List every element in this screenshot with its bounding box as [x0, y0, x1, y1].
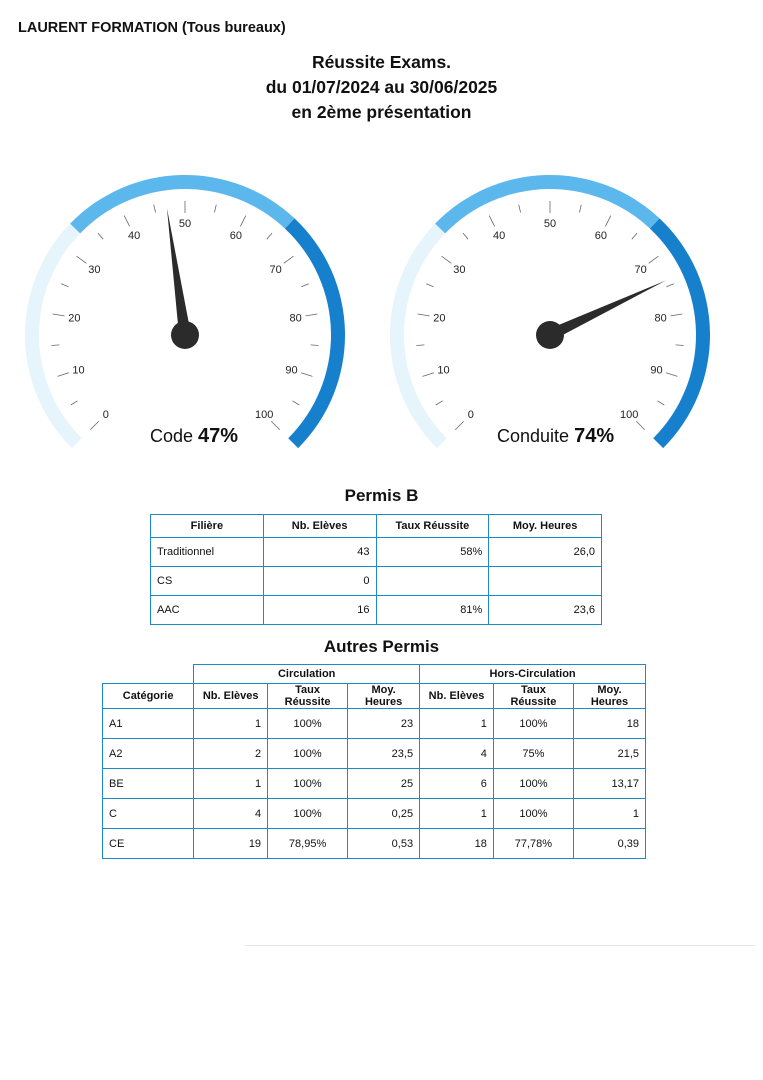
cell-hors-nb-eleves: 18: [420, 829, 494, 859]
cell-hors-taux: 100%: [493, 709, 573, 739]
cell-circ-nb-eleves: 1: [194, 709, 268, 739]
gauge-tick-label: 50: [178, 218, 192, 230]
gauge-tick: [605, 216, 610, 227]
gauge-tick-label: 30: [88, 264, 101, 277]
gauge-tick: [418, 314, 430, 316]
cell-hors-heures: 21,5: [573, 739, 645, 769]
gauge-code-label: Code: [150, 426, 194, 446]
cell-heures: 23,6: [489, 596, 602, 625]
gauge-tick: [423, 373, 434, 377]
gauge-tick: [489, 216, 494, 227]
gauge-tick-label: 40: [493, 230, 506, 243]
gauge-conduite-svg: [385, 170, 715, 420]
gauge-tick-label: 60: [229, 230, 242, 243]
gauge-tick: [311, 345, 319, 346]
cell-circ-heures: 23,5: [348, 739, 420, 769]
cell-circ-taux: 100%: [268, 739, 348, 769]
header-filiere: Filière: [151, 515, 264, 538]
cell-hors-nb-eleves: 1: [420, 709, 494, 739]
report-title: Réussite Exams.: [311, 52, 452, 72]
group-header-hors-circulation: Hors-Circulation: [420, 665, 646, 684]
gauge-tick-label: 30: [453, 264, 466, 277]
header-taux-reussite: Taux Réussite: [268, 684, 348, 709]
gauge-tick: [426, 284, 433, 287]
permis-b-title: Permis B: [344, 486, 419, 505]
gauge-conduite: [385, 170, 715, 420]
header-categorie: Catégorie: [103, 684, 194, 709]
gauge-tick-label: 70: [269, 264, 282, 277]
gauge-tick: [579, 205, 581, 213]
cell-circ-nb-eleves: 4: [194, 799, 268, 829]
gauge-conduite-caption: [497, 425, 614, 448]
gauge-tick-label: 0: [467, 409, 474, 422]
gauge-code-value: 47%: [198, 425, 239, 447]
table-row: [103, 829, 646, 859]
gauge-tick: [670, 314, 682, 316]
gauge-band-high: [650, 218, 710, 448]
gauge-tick: [666, 284, 673, 287]
cell-circ-nb-eleves: 19: [194, 829, 268, 859]
gauge-tick-label: 50: [543, 218, 557, 230]
cell-circ-nb-eleves: 2: [194, 739, 268, 769]
gauge-tick: [267, 233, 272, 239]
header-nb-eleves: Nb. Elèves: [263, 515, 376, 538]
gauge-tick-label: 90: [650, 364, 663, 377]
gauge-tick: [436, 401, 443, 405]
cell-circ-taux: 100%: [268, 769, 348, 799]
cell-hors-taux: 100%: [493, 769, 573, 799]
gauge-tick-label: 70: [634, 264, 647, 277]
gauge-band-low: [390, 224, 450, 448]
gauge-tick: [284, 256, 294, 263]
gauge-tick: [61, 284, 68, 287]
table-row: [151, 567, 602, 596]
gauge-tick: [53, 314, 65, 316]
gauge-tick: [271, 421, 279, 429]
report-subtitle: en 2ème présentation: [291, 102, 472, 122]
gauge-tick: [649, 256, 659, 263]
cell-hors-heures: 13,17: [573, 769, 645, 799]
header-taux-reussite: Taux Réussite: [493, 684, 573, 709]
cell-circ-heures: 23: [348, 709, 420, 739]
gauge-tick: [77, 256, 87, 263]
gauge-conduite-label: Conduite: [497, 426, 570, 446]
gauge-tick-label: 0: [102, 409, 109, 422]
page-divider: [245, 945, 755, 946]
cell-hors-nb-eleves: 1: [420, 799, 494, 829]
gauge-tick-label: 90: [285, 364, 298, 377]
header-nb-eleves: Nb. Elèves: [194, 684, 268, 709]
permis-b-header-row: [151, 515, 602, 538]
gauge-needle: [547, 281, 665, 341]
cell-hors-nb-eleves: 4: [420, 739, 494, 769]
cell-circ-taux: 100%: [268, 799, 348, 829]
cell-heures: [489, 567, 602, 596]
gauge-tick-label: 80: [289, 312, 302, 325]
cell-categorie: BE: [103, 769, 194, 799]
cell-hors-taux: 75%: [493, 739, 573, 769]
header-taux-reussite: Taux Réussite: [376, 515, 489, 538]
gauge-tick: [124, 216, 129, 227]
gauge-hub: [171, 321, 199, 349]
gauge-tick: [98, 233, 103, 239]
gauge-tick: [632, 233, 637, 239]
gauge-tick-label: 10: [72, 364, 85, 377]
organization-name: LAURENT FORMATION (Tous bureaux): [18, 20, 286, 36]
autres-permis-table: [102, 664, 646, 859]
cell-taux: [376, 567, 489, 596]
cell-hors-heures: 18: [573, 709, 645, 739]
gauge-tick-label: 60: [594, 230, 607, 243]
cell-categorie: C: [103, 799, 194, 829]
table-row: [103, 799, 646, 829]
cell-filiere: CS: [151, 567, 264, 596]
gauge-code-caption: [150, 425, 238, 448]
cell-taux: 58%: [376, 538, 489, 567]
cell-hors-taux: 77,78%: [493, 829, 573, 859]
cell-hors-heures: 0,39: [573, 829, 645, 859]
cell-nb-eleves: 43: [263, 538, 376, 567]
gauge-band-low: [25, 224, 85, 448]
cell-filiere: AAC: [151, 596, 264, 625]
gauge-tick-label: 40: [128, 230, 141, 243]
gauge-tick: [463, 233, 468, 239]
cell-circ-taux: 78,95%: [268, 829, 348, 859]
gauge-tick: [301, 373, 312, 377]
cell-hors-taux: 100%: [493, 799, 573, 829]
cell-circ-heures: 0,25: [348, 799, 420, 829]
header-moy-heures: Moy. Heures: [489, 515, 602, 538]
gauge-code: [20, 170, 350, 420]
gauge-tick: [636, 421, 644, 429]
autres-permis-body: [103, 709, 646, 859]
gauge-code-svg: [20, 170, 350, 420]
gauge-tick: [292, 401, 299, 405]
cell-circ-nb-eleves: 1: [194, 769, 268, 799]
permis-b-table: [150, 514, 602, 625]
cell-filiere: Traditionnel: [151, 538, 264, 567]
group-header-circulation: Circulation: [194, 665, 420, 684]
gauge-tick: [71, 401, 78, 405]
gauge-tick: [240, 216, 245, 227]
table-row: [103, 769, 646, 799]
cell-circ-taux: 100%: [268, 709, 348, 739]
cell-hors-nb-eleves: 6: [420, 769, 494, 799]
gauge-tick-label: 100: [620, 409, 639, 422]
gauge-hub: [536, 321, 564, 349]
table-row: [103, 739, 646, 769]
gauge-tick: [519, 205, 521, 213]
gauge-tick: [416, 345, 424, 346]
gauge-tick: [58, 373, 69, 377]
cell-nb-eleves: 0: [263, 567, 376, 596]
gauge-tick: [657, 401, 664, 405]
cell-taux: 81%: [376, 596, 489, 625]
gauge-tick: [51, 345, 59, 346]
cell-hors-heures: 1: [573, 799, 645, 829]
autres-permis-title: Autres Permis: [323, 637, 440, 656]
autres-permis-header-row: [103, 684, 646, 709]
header-moy-heures: Moy. Heures: [573, 684, 645, 709]
autres-permis-group-row: [103, 665, 646, 684]
gauge-tick: [666, 373, 677, 377]
gauge-tick: [455, 421, 463, 429]
cell-circ-heures: 0,53: [348, 829, 420, 859]
gauge-tick: [676, 345, 684, 346]
table-row: [151, 538, 602, 567]
report-period: du 01/07/2024 au 30/06/2025: [265, 77, 498, 97]
gauge-tick: [90, 421, 98, 429]
cell-categorie: A2: [103, 739, 194, 769]
gauge-tick: [442, 256, 452, 263]
table-row: [103, 709, 646, 739]
gauge-tick-label: 100: [255, 409, 274, 422]
cell-circ-heures: 25: [348, 769, 420, 799]
gauge-conduite-value: 74%: [574, 425, 615, 447]
gauge-tick: [305, 314, 317, 316]
gauge-tick-label: 10: [437, 364, 450, 377]
gauge-tick: [154, 205, 156, 213]
gauge-tick: [214, 205, 216, 213]
gauge-band-high: [285, 218, 345, 448]
cell-heures: 26,0: [489, 538, 602, 567]
cell-categorie: A1: [103, 709, 194, 739]
header-nb-eleves: Nb. Elèves: [420, 684, 494, 709]
header-moy-heures: Moy. Heures: [348, 684, 420, 709]
gauge-tick: [301, 284, 308, 287]
gauge-tick-label: 80: [654, 312, 667, 325]
gauge-tick-label: 20: [433, 312, 446, 325]
cell-categorie: CE: [103, 829, 194, 859]
cell-nb-eleves: 16: [263, 596, 376, 625]
table-row: [151, 596, 602, 625]
gauge-tick-label: 20: [68, 312, 81, 325]
group-header-blank: [103, 665, 194, 684]
